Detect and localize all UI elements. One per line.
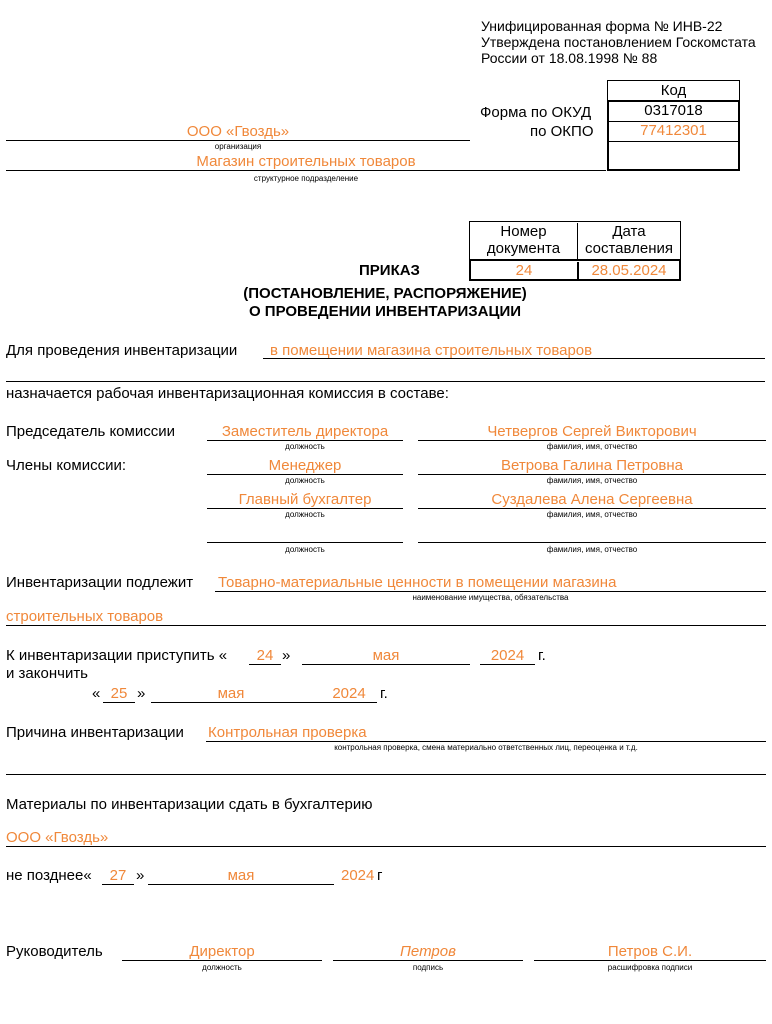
chair-name-line bbox=[418, 440, 766, 441]
document-number: 24 bbox=[471, 262, 579, 280]
member3-name-caption: фамилия, имя, отчество bbox=[546, 545, 638, 554]
reason-line-2 bbox=[6, 774, 766, 775]
end-day-line bbox=[103, 702, 135, 703]
end-year: 2024 bbox=[332, 685, 366, 702]
subject-line-2 bbox=[6, 625, 766, 626]
form-date-text: России от 18.08.1998 № 88 bbox=[481, 50, 658, 66]
materials-label: Материалы по инвентаризации сдать в бухгалтерию bbox=[6, 796, 373, 813]
member3-name-line bbox=[418, 542, 766, 543]
start-year-line bbox=[480, 664, 535, 665]
deadline-month: мая bbox=[227, 867, 255, 884]
member1-position: Менеджер bbox=[268, 457, 342, 474]
start-day: 24 bbox=[256, 647, 274, 664]
end-quote-close: » bbox=[137, 685, 146, 702]
chair-name: Четвергов Сергей Викторович bbox=[487, 423, 697, 440]
okpo-label: по ОКПО bbox=[530, 123, 594, 140]
start-month: мая bbox=[372, 647, 400, 664]
member2-position-line bbox=[207, 508, 403, 509]
form-number-text: Унифицированная форма № ИНВ-22 bbox=[481, 18, 723, 34]
reason-line bbox=[206, 741, 766, 742]
purpose-line bbox=[263, 358, 765, 359]
member2-position-caption: должность bbox=[285, 510, 325, 519]
end-year-suffix: г. bbox=[380, 685, 388, 702]
purpose-line-2 bbox=[6, 381, 765, 382]
member1-name-caption: фамилия, имя, отчество bbox=[546, 476, 638, 485]
member1-name-line bbox=[418, 474, 766, 475]
head-signature: Петров bbox=[400, 943, 456, 960]
member2-name-caption: фамилия, имя, отчество bbox=[546, 510, 638, 519]
organization-line bbox=[6, 140, 470, 141]
okpo-value: 77412301 bbox=[609, 122, 738, 142]
purpose-label: Для проведения инвентаризации bbox=[6, 342, 238, 359]
document-number-header: Номер документа bbox=[470, 223, 578, 260]
form-approval-text: Утверждена постановлением Госкомстата bbox=[481, 34, 756, 50]
head-position-line bbox=[122, 960, 322, 961]
organization-name: ООО «Гвоздь» bbox=[186, 123, 290, 140]
reason-value: Контрольная проверка bbox=[208, 724, 367, 741]
head-label: Руководитель bbox=[6, 943, 103, 960]
okud-value: 0317018 bbox=[609, 102, 738, 122]
subject-value: Товарно-материальные ценности в помещении магазина bbox=[218, 574, 617, 591]
start-year-suffix: г. bbox=[538, 647, 546, 664]
deadline-year: 2024 bbox=[341, 867, 375, 884]
kod-header: Код bbox=[607, 80, 740, 100]
chair-position-line bbox=[207, 440, 403, 441]
head-name-caption: расшифровка подписи bbox=[607, 963, 693, 972]
document-date-header: Дата составления bbox=[584, 223, 674, 257]
order-title: ПРИКАЗ bbox=[359, 262, 420, 279]
end-date-line bbox=[151, 702, 377, 703]
deadline-quote-close: » bbox=[136, 867, 145, 884]
member3-position-caption: должность bbox=[285, 545, 325, 554]
start-quote-close: » bbox=[282, 647, 291, 664]
chair-name-caption: фамилия, имя, отчество bbox=[546, 442, 638, 451]
members-label: Члены комиссии: bbox=[6, 457, 127, 474]
head-signature-line bbox=[333, 960, 523, 961]
start-label: К инвентаризации приступить « bbox=[6, 647, 228, 664]
organization-caption: организация bbox=[214, 142, 262, 151]
deadline-day: 27 bbox=[109, 867, 127, 884]
head-position: Директор bbox=[189, 943, 255, 960]
materials-value: ООО «Гвоздь» bbox=[6, 829, 109, 846]
codes-frame bbox=[607, 100, 740, 171]
division-name: Магазин строительных товаров bbox=[196, 153, 416, 170]
member2-name-line bbox=[418, 508, 766, 509]
subject-label: Инвентаризации подлежит bbox=[6, 574, 194, 591]
deadline-year-suffix: г bbox=[377, 867, 383, 884]
member1-position-caption: должность bbox=[285, 476, 325, 485]
subject-line bbox=[215, 591, 766, 592]
end-quote-open: « bbox=[92, 685, 101, 702]
deadline-label: не позднее« bbox=[6, 867, 92, 884]
chair-position-caption: должность bbox=[285, 442, 325, 451]
reason-caption: контрольная проверка, смена материально ответственных лиц, переоценка и т.д. bbox=[334, 743, 638, 752]
reason-label: Причина инвентаризации bbox=[6, 724, 184, 741]
materials-line bbox=[6, 846, 766, 847]
member3-position-line bbox=[207, 542, 403, 543]
document-header-row bbox=[469, 221, 681, 259]
codes-box bbox=[607, 80, 740, 171]
member2-position: Главный бухгалтер bbox=[238, 491, 372, 508]
end-month: мая bbox=[217, 685, 245, 702]
head-name: Петров С.И. bbox=[607, 943, 693, 960]
start-year: 2024 bbox=[490, 647, 525, 664]
end-day: 25 bbox=[110, 685, 128, 702]
subject-value-continued: строительных товаров bbox=[6, 608, 164, 625]
head-signature-caption: подпись bbox=[412, 963, 444, 972]
commission-text: назначается рабочая инвентаризационная комиссия в составе: bbox=[6, 385, 449, 402]
member1-name: Ветрова Галина Петровна bbox=[500, 457, 684, 474]
order-subtitle: (ПОСТАНОВЛЕНИЕ, РАСПОРЯЖЕНИЕ) bbox=[243, 285, 527, 302]
subject-caption: наименование имущества, обязательства bbox=[412, 593, 569, 602]
order-purpose-title: О ПРОВЕДЕНИИ ИНВЕНТАРИЗАЦИИ bbox=[248, 303, 522, 320]
start-day-line bbox=[249, 664, 281, 665]
head-position-caption: должность bbox=[202, 963, 242, 972]
end-label: и закончить bbox=[6, 665, 89, 682]
head-name-line bbox=[534, 960, 766, 961]
division-caption: структурное подразделение bbox=[253, 174, 359, 183]
purpose-value: в помещении магазина строительных товаров bbox=[270, 342, 593, 359]
chair-label: Председатель комиссии bbox=[6, 423, 175, 440]
start-month-line bbox=[302, 664, 470, 665]
division-line bbox=[6, 170, 606, 171]
deadline-month-line bbox=[148, 884, 334, 885]
document-date: 28.05.2024 bbox=[591, 262, 667, 279]
member1-position-line bbox=[207, 474, 403, 475]
form-header bbox=[481, 18, 756, 66]
okud-label: Форма по ОКУД bbox=[480, 104, 592, 121]
chair-position: Заместитель директора bbox=[221, 423, 389, 440]
deadline-day-line bbox=[102, 884, 134, 885]
document-value-row bbox=[469, 259, 681, 281]
member2-name: Суздалева Алена Сергеевна bbox=[491, 491, 693, 508]
